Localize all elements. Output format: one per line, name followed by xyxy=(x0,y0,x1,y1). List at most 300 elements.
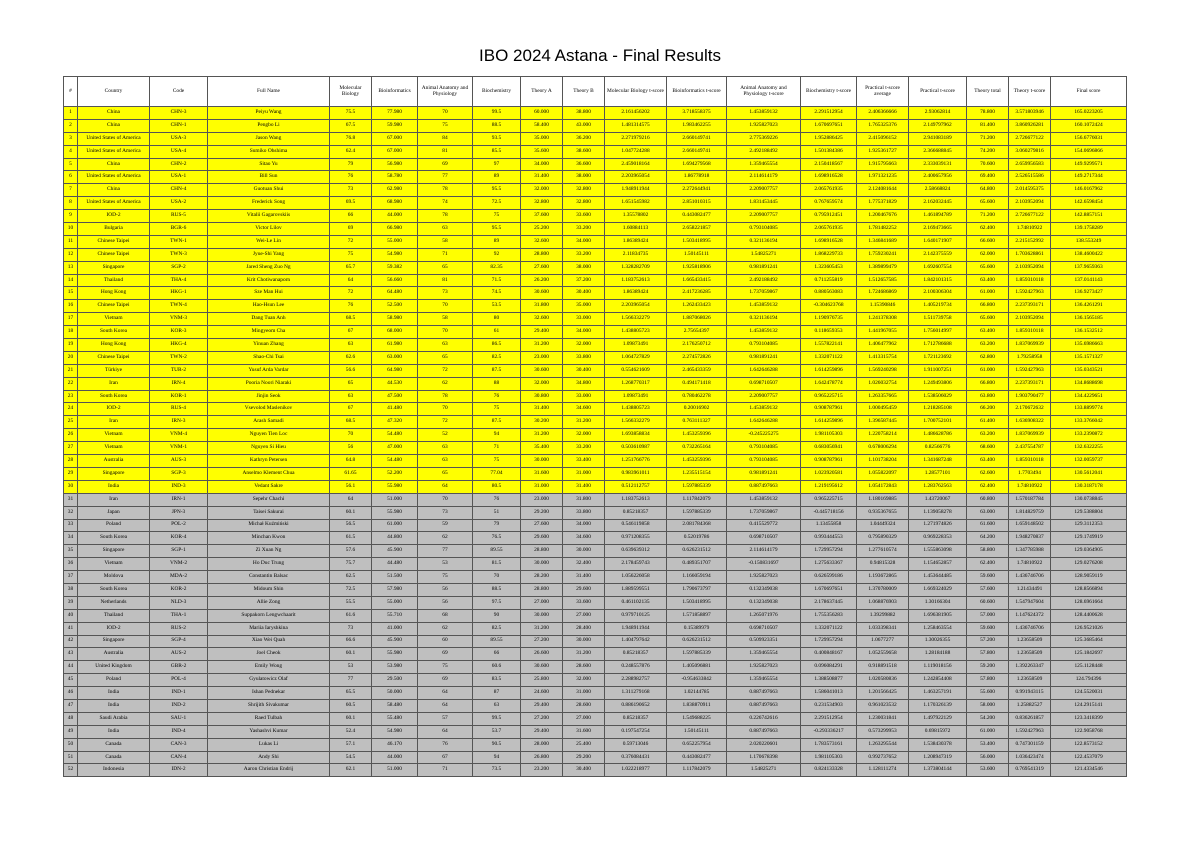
theory-tscore-cell: 1.147624372 xyxy=(1009,609,1051,622)
molecular-biology-cell: 65 xyxy=(330,377,372,390)
anatomy-tscore-cell: 1.737059867 xyxy=(727,506,801,519)
molecular-biology-cell: 56.6 xyxy=(330,364,372,377)
bioinf-tscore-cell: 2.176250712 xyxy=(667,339,727,352)
practical-tscore-avg-cell: 0.795890329 xyxy=(857,532,909,545)
full-name-cell: Vsevolod Maslenikov xyxy=(208,403,330,416)
biochemistry-cell: 80 xyxy=(473,313,521,326)
theory-a-cell: 35.000 xyxy=(521,132,563,145)
final-score-cell: 133.2390872 xyxy=(1051,429,1127,442)
molecular-biology-cell: 57.1 xyxy=(330,738,372,751)
bioinf-tscore-cell: 1.503418995 xyxy=(667,235,727,248)
biochemistry-cell: 81.5 xyxy=(473,558,521,571)
animal-anatomy-cell: 64 xyxy=(418,725,473,738)
code-cell: HKG-4 xyxy=(150,339,208,352)
practical-tscore-avg-cell: 0.678006294 xyxy=(857,442,909,455)
rank-cell: 6 xyxy=(64,171,78,184)
molecular-biology-cell: 68.5 xyxy=(330,416,372,429)
theory-b-cell: 33.600 xyxy=(563,596,605,609)
practical-tscore-avg-cell: 1.193672865 xyxy=(857,571,909,584)
bioinformatics-cell: 41.000 xyxy=(372,622,418,635)
final-score-cell: 132.0059737 xyxy=(1051,455,1127,468)
table-row xyxy=(64,583,1127,596)
molecular-biology-cell: 63 xyxy=(330,339,372,352)
biochemistry-cell: 82.35 xyxy=(473,261,521,274)
biochemistry-cell: 75 xyxy=(473,455,521,468)
table-row xyxy=(64,300,1127,313)
bioinformatics-cell: 44.000 xyxy=(372,210,418,223)
country-cell: Iran xyxy=(78,416,150,429)
theory-total-cell: 63.400 xyxy=(967,455,1009,468)
rank-cell: 2 xyxy=(64,119,78,132)
theory-b-cell: 33.000 xyxy=(563,390,605,403)
theory-total-cell: 71.200 xyxy=(967,132,1009,145)
theory-a-cell: 32.000 xyxy=(521,377,563,390)
practical-tscore-cell: 1.242854408 xyxy=(909,674,967,687)
biochem-tscore-cell: 1.388508877 xyxy=(801,674,857,687)
rank-cell: 39 xyxy=(64,596,78,609)
theory-tscore-cell: 1.592427963 xyxy=(1009,364,1051,377)
biochemistry-cell: 90.5 xyxy=(473,738,521,751)
theory-tscore-cell: 1.436746706 xyxy=(1009,571,1051,584)
theory-tscore-cell: 1.859310118 xyxy=(1009,326,1051,339)
bioinf-tscore-cell: 0.626231512 xyxy=(667,545,727,558)
code-cell: JPN-3 xyxy=(150,506,208,519)
molecular-biology-cell: 76 xyxy=(330,300,372,313)
theory-tscore-cell: 1.703628861 xyxy=(1009,248,1051,261)
rank-cell: 17 xyxy=(64,313,78,326)
code-cell: USA-4 xyxy=(150,145,208,158)
code-cell: CHN-3 xyxy=(150,107,208,120)
code-cell: GBR-2 xyxy=(150,661,208,674)
bioinf-tscore-cell: 2.465433359 xyxy=(667,364,727,377)
animal-anatomy-cell: 53 xyxy=(418,558,473,571)
code-cell: CHN-1 xyxy=(150,119,208,132)
biochemistry-cell: 89 xyxy=(473,235,521,248)
anatomy-tscore-cell: 2.020220601 xyxy=(727,738,801,751)
biochemistry-cell: 83.5 xyxy=(473,674,521,687)
country-cell: Japan xyxy=(78,506,150,519)
theory-total-cell: 63.400 xyxy=(967,326,1009,339)
mol-bio-tscore-cell: 1.022218977 xyxy=(605,764,667,777)
bioinf-tscore-cell: 0.20016902 xyxy=(667,403,727,416)
final-score-cell: 124.2915141 xyxy=(1051,699,1127,712)
country-cell: Vietnam xyxy=(78,429,150,442)
theory-b-cell: 33.800 xyxy=(563,351,605,364)
theory-a-cell: 25.200 xyxy=(521,223,563,236)
anatomy-tscore-cell: 1.359465554 xyxy=(727,674,801,687)
bioinformatics-cell: 59.980 xyxy=(372,119,418,132)
column-header: Animal Anatomy and Physiology t-score xyxy=(727,77,801,107)
practical-tscore-cell: 1.283762563 xyxy=(909,480,967,493)
theory-total-cell: 62.600 xyxy=(967,467,1009,480)
rank-cell: 43 xyxy=(64,648,78,661)
biochemistry-cell: 92 xyxy=(473,248,521,261)
table-row xyxy=(64,699,1127,712)
practical-tscore-cell: 1.538506029 xyxy=(909,390,967,403)
mol-bio-tscore-cell: 0.503610987 xyxy=(605,442,667,455)
bioinformatics-cell: 51.500 xyxy=(372,571,418,584)
molecular-biology-cell: 73 xyxy=(330,184,372,197)
biochem-tscore-cell: 0.993444553 xyxy=(801,532,857,545)
animal-anatomy-cell: 56 xyxy=(418,596,473,609)
practical-tscore-cell: 1.154652857 xyxy=(909,558,967,571)
animal-anatomy-cell: 68 xyxy=(418,609,473,622)
full-name-cell: Allie Zong xyxy=(208,596,330,609)
theory-a-cell: 27.200 xyxy=(521,635,563,648)
practical-tscore-avg-cell: 1.396587445 xyxy=(857,416,909,429)
theory-b-cell: 30.400 xyxy=(563,287,605,300)
theory-total-cell: 59.600 xyxy=(967,622,1009,635)
biochemistry-cell: 75 xyxy=(473,210,521,223)
bioinformatics-cell: 61.000 xyxy=(372,519,418,532)
theory-a-cell: 35.400 xyxy=(521,442,563,455)
biochemistry-cell: 87 xyxy=(473,687,521,700)
bioinformatics-cell: 44.800 xyxy=(372,532,418,545)
biochem-tscore-cell: 1.729957294 xyxy=(801,545,857,558)
molecular-biology-cell: 60.1 xyxy=(330,648,372,661)
bioinformatics-cell: 55.710 xyxy=(372,609,418,622)
rank-cell: 38 xyxy=(64,583,78,596)
mol-bio-tscore-cell: 1.328282709 xyxy=(605,261,667,274)
anatomy-tscore-cell: -0.245225275 xyxy=(727,429,801,442)
theory-total-cell: 59.600 xyxy=(967,571,1009,584)
biochemistry-cell: 53.7 xyxy=(473,725,521,738)
bioinformatics-cell: 47.500 xyxy=(372,390,418,403)
biochem-tscore-cell: 0.118659353 xyxy=(801,326,857,339)
practical-tscore-avg-cell: 1.068876903 xyxy=(857,596,909,609)
country-cell: Bulgaria xyxy=(78,223,150,236)
biochem-tscore-cell: 0.880563083 xyxy=(801,287,857,300)
theory-b-cell: 33.400 xyxy=(563,455,605,468)
biochemistry-cell: 82.5 xyxy=(473,622,521,635)
biochem-tscore-cell: 1.729957294 xyxy=(801,635,857,648)
theory-total-cell: 74.200 xyxy=(967,145,1009,158)
theory-b-cell: 36.600 xyxy=(563,158,605,171)
molecular-biology-cell: 62.4 xyxy=(330,145,372,158)
practical-tscore-avg-cell: 1.200467676 xyxy=(857,210,909,223)
theory-b-cell: 32.000 xyxy=(563,339,605,352)
anatomy-tscore-cell: 0.132349038 xyxy=(727,583,801,596)
biochem-tscore-cell: 0.824133328 xyxy=(801,764,857,777)
full-name-cell: Ishan Pednekar xyxy=(208,687,330,700)
country-cell: Indonesia xyxy=(78,764,150,777)
rank-cell: 37 xyxy=(64,571,78,584)
code-cell: KOR-4 xyxy=(150,532,208,545)
theory-b-cell: 32.400 xyxy=(563,558,605,571)
table-row xyxy=(64,107,1127,120)
practical-tscore-cell: 1.271974826 xyxy=(909,519,967,532)
theory-tscore-cell: 1.74810922 xyxy=(1009,558,1051,571)
bioinformatics-cell: 44.000 xyxy=(372,751,418,764)
molecular-biology-cell: 69 xyxy=(330,223,372,236)
theory-tscore-cell: 1.23658509 xyxy=(1009,635,1051,648)
anatomy-tscore-cell: 1.54825271 xyxy=(727,764,801,777)
rank-cell: 18 xyxy=(64,326,78,339)
bioinf-tscore-cell: 1.405096881 xyxy=(667,661,727,674)
biochemistry-cell: 97.5 xyxy=(473,596,521,609)
table-row xyxy=(64,313,1127,326)
biochem-tscore-cell: 0.626599186 xyxy=(801,571,857,584)
final-score-cell: 128.9059119 xyxy=(1051,571,1127,584)
practical-tscore-cell: 2.149797962 xyxy=(909,119,967,132)
theory-total-cell: 56.000 xyxy=(967,751,1009,764)
final-score-cell: 154.0696866 xyxy=(1051,145,1127,158)
animal-anatomy-cell: 56 xyxy=(418,583,473,596)
theory-total-cell: 60.600 xyxy=(967,596,1009,609)
country-cell: South Korea xyxy=(78,532,150,545)
mol-bio-tscore-cell: 1.268770317 xyxy=(605,377,667,390)
practical-tscore-cell: 1.461894789 xyxy=(909,210,967,223)
country-cell: Chinese Taipei xyxy=(78,235,150,248)
anatomy-tscore-cell: 1.453859132 xyxy=(727,493,801,506)
practical-tscore-avg-cell: 1.775371829 xyxy=(857,197,909,210)
bioinformatics-cell: 63.000 xyxy=(372,351,418,364)
bioinformatics-cell: 54.480 xyxy=(372,455,418,468)
mol-bio-tscore-cell: 2.271979216 xyxy=(605,132,667,145)
biochemistry-cell: 77.04 xyxy=(473,467,521,480)
code-cell: CHN-2 xyxy=(150,158,208,171)
theory-tscore-cell: 1.659148502 xyxy=(1009,519,1051,532)
animal-anatomy-cell: 63 xyxy=(418,455,473,468)
practical-tscore-cell: 1.208947319 xyxy=(909,751,967,764)
full-name-cell: Aaron Christian Endrij xyxy=(208,764,330,777)
theory-tscore-cell: 1.903790477 xyxy=(1009,390,1051,403)
code-cell: SAU-1 xyxy=(150,712,208,725)
rank-cell: 14 xyxy=(64,274,78,287)
theory-b-cell: 30.400 xyxy=(563,364,605,377)
country-cell: Singapore xyxy=(78,635,150,648)
final-score-cell: 136.1532512 xyxy=(1051,326,1127,339)
animal-anatomy-cell: 78 xyxy=(418,390,473,403)
table-body xyxy=(64,107,1127,777)
theory-a-cell: 30.000 xyxy=(521,609,563,622)
code-cell: RUS-5 xyxy=(150,210,208,223)
practical-tscore-avg-cell: 1.263357665 xyxy=(857,390,909,403)
molecular-biology-cell: 62.6 xyxy=(330,351,372,364)
rank-cell: 23 xyxy=(64,390,78,403)
biochemistry-cell: 90 xyxy=(473,609,521,622)
anatomy-tscore-cell: 1.453859132 xyxy=(727,403,801,416)
biochem-tscore-cell: 0.767659574 xyxy=(801,197,857,210)
rank-cell: 3 xyxy=(64,132,78,145)
animal-anatomy-cell: 65 xyxy=(418,261,473,274)
practical-tscore-avg-cell: 1.230031841 xyxy=(857,712,909,725)
biochemistry-cell: 87.5 xyxy=(473,416,521,429)
practical-tscore-cell: 2.100306304 xyxy=(909,287,967,300)
bioinformatics-cell: 55.980 xyxy=(372,648,418,661)
anatomy-tscore-cell: 0.793104085 xyxy=(727,339,801,352)
animal-anatomy-cell: 70 xyxy=(418,403,473,416)
biochemistry-cell: 79 xyxy=(473,519,521,532)
bioinf-tscore-cell: 1.665433415 xyxy=(667,274,727,287)
bioinf-tscore-cell: 2.660149741 xyxy=(667,145,727,158)
theory-total-cell: 69.400 xyxy=(967,171,1009,184)
bioinf-tscore-cell: 1.597885339 xyxy=(667,480,727,493)
theory-a-cell: 27.600 xyxy=(521,261,563,274)
practical-tscore-avg-cell: 1.346841689 xyxy=(857,235,909,248)
theory-a-cell: 27.200 xyxy=(521,712,563,725)
bioinformatics-cell: 44.480 xyxy=(372,558,418,571)
animal-anatomy-cell: 67 xyxy=(418,751,473,764)
code-cell: TWN-4 xyxy=(150,300,208,313)
rank-cell: 26 xyxy=(64,429,78,442)
full-name-cell: Wei-Le Lin xyxy=(208,235,330,248)
theory-tscore-cell: 2.170672632 xyxy=(1009,403,1051,416)
code-cell: IRN-4 xyxy=(150,377,208,390)
theory-total-cell: 62.400 xyxy=(967,480,1009,493)
theory-b-cell: 38.000 xyxy=(563,261,605,274)
biochemistry-cell: 61 xyxy=(473,326,521,339)
molecular-biology-cell: 56 xyxy=(330,442,372,455)
animal-anatomy-cell: 71 xyxy=(418,248,473,261)
bioinformatics-cell: 66.980 xyxy=(372,223,418,236)
molecular-biology-cell: 68.5 xyxy=(330,313,372,326)
practical-tscore-cell: 2.93062814 xyxy=(909,107,967,120)
full-name-cell: Kathryn Petersen xyxy=(208,455,330,468)
bioinformatics-cell: 47.320 xyxy=(372,416,418,429)
theory-tscore-cell: 1.392263347 xyxy=(1009,661,1051,674)
biochem-tscore-cell: 1.952886425 xyxy=(801,132,857,145)
animal-anatomy-cell: 64 xyxy=(418,480,473,493)
table-row xyxy=(64,751,1127,764)
biochemistry-cell: 71.5 xyxy=(473,274,521,287)
final-score-cell: 129.5388804 xyxy=(1051,506,1127,519)
mol-bio-tscore-cell: 2.203965054 xyxy=(605,300,667,313)
practical-tscore-avg-cell: 1.370780009 xyxy=(857,583,909,596)
animal-anatomy-cell: 77 xyxy=(418,545,473,558)
country-cell: Chinese Taipei xyxy=(78,300,150,313)
practical-tscore-cell: 1.511739758 xyxy=(909,313,967,326)
theory-a-cell: 32.000 xyxy=(521,184,563,197)
code-cell: VNM-4 xyxy=(150,429,208,442)
theory-total-cell: 62.000 xyxy=(967,248,1009,261)
column-header: Theory B xyxy=(563,77,605,107)
biochem-tscore-cell: 0.908787961 xyxy=(801,403,857,416)
anatomy-tscore-cell: 1.453859132 xyxy=(727,300,801,313)
bioinformatics-cell: 68.980 xyxy=(372,197,418,210)
table-row xyxy=(64,416,1127,429)
country-cell: United States of America xyxy=(78,197,150,210)
bioinformatics-cell: 47.000 xyxy=(372,442,418,455)
biochemistry-cell: 88.5 xyxy=(473,119,521,132)
rank-cell: 28 xyxy=(64,455,78,468)
molecular-biology-cell: 52.4 xyxy=(330,725,372,738)
final-score-cell: 138.553249 xyxy=(1051,235,1127,248)
practical-tscore-cell: 1.30026355 xyxy=(909,635,967,648)
theory-tscore-cell: 2.103952094 xyxy=(1009,261,1051,274)
bioinformatics-cell: 44.530 xyxy=(372,377,418,390)
practical-tscore-cell: 1.696381905 xyxy=(909,609,967,622)
theory-b-cell: 31.000 xyxy=(563,467,605,480)
bioinf-tscore-cell: 1.50145111 xyxy=(667,725,727,738)
country-cell: Chinese Taipei xyxy=(78,351,150,364)
anatomy-tscore-cell: 1.642646288 xyxy=(727,364,801,377)
code-cell: VNM-3 xyxy=(150,313,208,326)
mol-bio-tscore-cell: 1.889599551 xyxy=(605,583,667,596)
biochemistry-cell: 70 xyxy=(473,571,521,584)
practical-tscore-avg-cell: 1.759230241 xyxy=(857,248,909,261)
table-row xyxy=(64,274,1127,287)
anatomy-tscore-cell: 2.114614179 xyxy=(727,171,801,184)
bioinformatics-cell: 58.780 xyxy=(372,171,418,184)
theory-a-cell: 35.600 xyxy=(521,145,563,158)
practical-tscore-avg-cell: 1.052559658 xyxy=(857,648,909,661)
bioinf-tscore-cell: 1.235515154 xyxy=(667,467,727,480)
practical-tscore-cell: 2.169473665 xyxy=(909,223,967,236)
animal-anatomy-cell: 62 xyxy=(418,532,473,545)
code-cell: TWN-3 xyxy=(150,248,208,261)
biochem-tscore-cell: 1.783573161 xyxy=(801,738,857,751)
anatomy-tscore-cell: 2.209007757 xyxy=(727,184,801,197)
theory-b-cell: 38.000 xyxy=(563,171,605,184)
column-header: Code xyxy=(150,77,208,107)
anatomy-tscore-cell: 0.132349038 xyxy=(727,596,801,609)
practical-tscore-avg-cell: 0.935367655 xyxy=(857,506,909,519)
practical-tscore-cell: 1.555863098 xyxy=(909,545,967,558)
final-score-cell: 122.8573152 xyxy=(1051,738,1127,751)
theory-a-cell: 31.400 xyxy=(521,171,563,184)
country-cell: Canada xyxy=(78,738,150,751)
final-score-cell: 142.8857151 xyxy=(1051,210,1127,223)
biochem-tscore-cell: -0.293336217 xyxy=(801,725,857,738)
country-cell: Netherlands xyxy=(78,596,150,609)
mol-bio-tscore-cell: 2.11834735 xyxy=(605,248,667,261)
country-cell: Vietnam xyxy=(78,442,150,455)
theory-a-cell: 28.800 xyxy=(521,583,563,596)
full-name-cell: Jason Wang xyxy=(208,132,330,145)
theory-total-cell: 66.800 xyxy=(967,377,1009,390)
anatomy-tscore-cell: -0.150831697 xyxy=(727,558,801,571)
full-name-cell: Xiao Wei Quah xyxy=(208,635,330,648)
animal-anatomy-cell: 71 xyxy=(418,764,473,777)
biochemistry-cell: 66 xyxy=(473,648,521,661)
column-header: Final score xyxy=(1051,77,1127,107)
final-score-cell: 136.9273427 xyxy=(1051,287,1127,300)
code-cell: IDN-2 xyxy=(150,764,208,777)
theory-total-cell: 70.600 xyxy=(967,158,1009,171)
practical-tscore-avg-cell: 1.020580836 xyxy=(857,674,909,687)
country-cell: Poland xyxy=(78,674,150,687)
page-title: IBO 2024 Astana - Final Results xyxy=(479,46,721,65)
biochem-tscore-cell: 2.150418567 xyxy=(801,158,857,171)
full-name-cell: Raed Tulbah xyxy=(208,712,330,725)
column-header: Practical t-score average xyxy=(857,77,909,107)
code-cell: SGP-1 xyxy=(150,545,208,558)
biochem-tscore-cell: 1.275633367 xyxy=(801,558,857,571)
bioinf-tscore-cell: 0.443082477 xyxy=(667,210,727,223)
animal-anatomy-cell: 77 xyxy=(418,171,473,184)
bioinformatics-cell: 61.980 xyxy=(372,339,418,352)
column-header: Biochemistry xyxy=(473,77,521,107)
anatomy-tscore-cell: 0.981891241 xyxy=(727,467,801,480)
practical-tscore-avg-cell: 1.915795663 xyxy=(857,158,909,171)
biochemistry-cell: 88 xyxy=(473,377,521,390)
table-row xyxy=(64,390,1127,403)
bioinf-tscore-cell: 2.274572826 xyxy=(667,351,727,364)
theory-b-cell: 33.600 xyxy=(563,210,605,223)
molecular-biology-cell: 79 xyxy=(330,158,372,171)
theory-total-cell: 65.600 xyxy=(967,197,1009,210)
theory-a-cell: 24.600 xyxy=(521,687,563,700)
animal-anatomy-cell: 70 xyxy=(418,107,473,120)
country-cell: Canada xyxy=(78,751,150,764)
mol-bio-tscore-cell: 1.948911944 xyxy=(605,622,667,635)
practical-tscore-cell: 1.712786688 xyxy=(909,339,967,352)
code-cell: THA-1 xyxy=(150,609,208,622)
theory-tscore-cell: 1.23658509 xyxy=(1009,648,1051,661)
molecular-biology-cell: 57.6 xyxy=(330,545,372,558)
theory-a-cell: 29.400 xyxy=(521,699,563,712)
